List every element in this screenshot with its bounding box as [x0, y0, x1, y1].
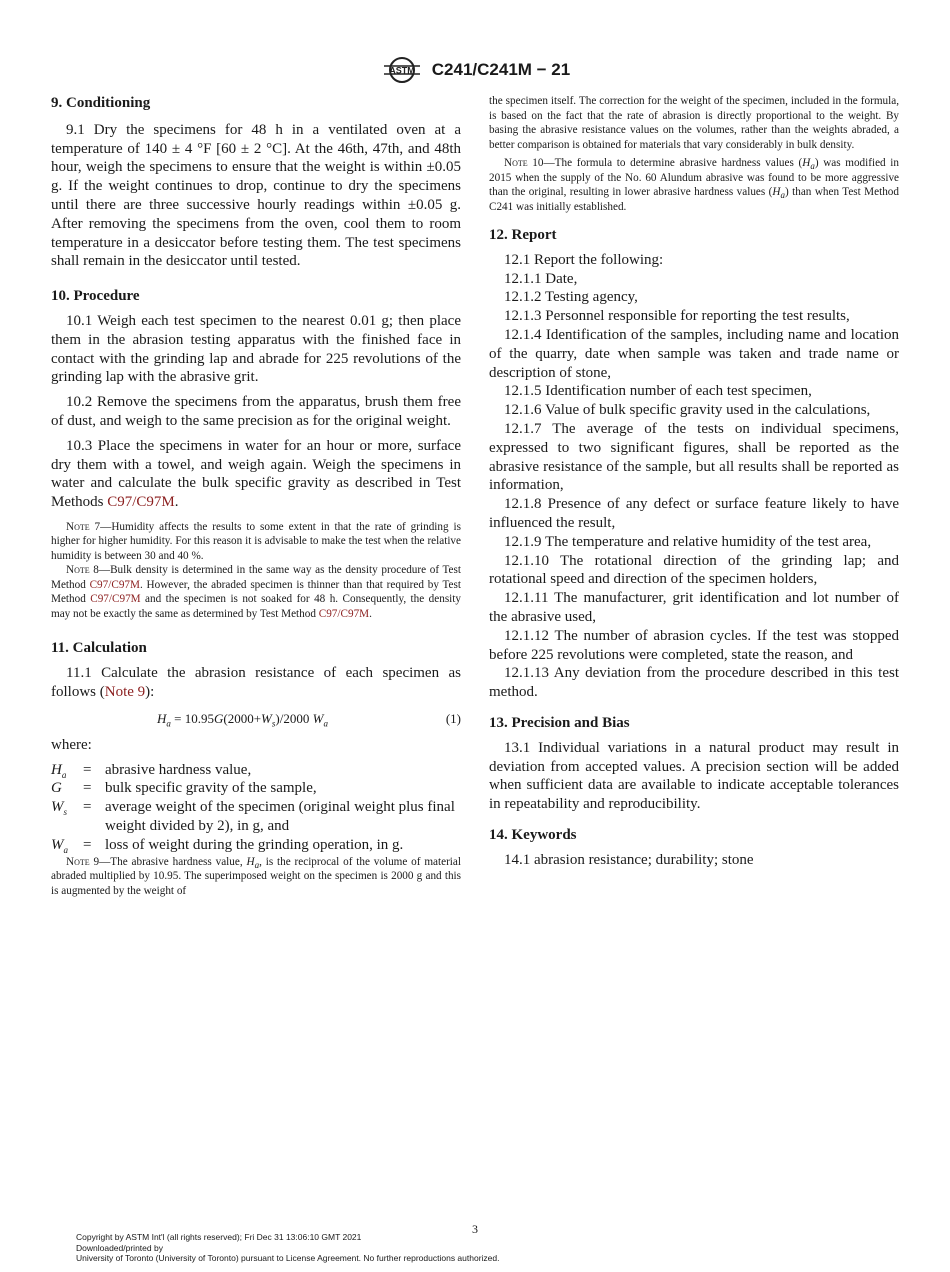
variable-item: $W_a$ = loss of weight during the grinding operation, in g.: [51, 836, 404, 855]
report-item: 12.1.1 Date,: [504, 270, 578, 287]
where-label: where:: [51, 736, 92, 753]
section-12-title: 12. Report: [489, 227, 557, 243]
equation-number: (1): [445, 710, 461, 726]
variable-item: $H_a$ = abrasive hardness value,: [51, 761, 252, 780]
c97-link[interactable]: C97/C97M: [318, 607, 370, 620]
note-9: Note 9—The abrasive hardness value, $H_a$, is the reciprocal of the volume of material abraded multiplied by 10.95. The superimposed weight on the specimen is 2000 g and this is augmented by the weight of: [51, 855, 461, 897]
variable-item: G = bulk specific gravity of the sample,: [51, 780, 317, 797]
note-10: Note 10—The formula to determine abrasive hardness values $(H_a)$ was modified in 2015 when the supply of the No. 60 Alundum abrasive was found to be more aggressive than the original, resulting in lower abrasive hardness values $(H_a)$ than when Test Method C241 was initially established.: [489, 157, 899, 213]
section-11-title: 11. Calculation: [51, 640, 147, 657]
report-item: 12.1.8 Presence of any defect or surface feature likely to have influenced the result,: [489, 496, 899, 531]
page-header: [0, 56, 950, 84]
report-item: 12.1.12 The number of abrasion cycles. If the test was stopped before 225 revolutions were completed, state the reason, and: [489, 627, 899, 663]
note-8: Note 8—Bulk density is determined in the same way as the density procedure of Test Method C97/C97M. However, the abraded specimen is thinner than that required by Test Method C97/C97M and the specimen is not soaked for 48 h. Consequently, the density may not be exactly the same as determined by Test Method C97/C97M.: [51, 564, 461, 620]
note-7: Note 7—Humidity affects the results to some extent in that the rate of grinding is higher for higher humidity. For this reason it is advisable to make the test when the relative humidity is between 30 and 40 %.: [51, 520, 461, 562]
section-10-title: 10. Procedure: [51, 288, 140, 305]
variable-list: [51, 761, 461, 855]
report-item: 12.1.4 Identification of the samples, including name and location of the quarry, date when sample was taken and trade name or description of stone,: [489, 326, 899, 381]
variable-item: $W_s$ = average weight of the specimen (original weight plus final weight divided by 2), in g, and: [51, 799, 455, 835]
section-9-title: 9. Conditioning: [51, 95, 151, 111]
report-item: 12.1.10 The rotational direction of the grinding lap; and rotational speed and direction of the specimen holders,: [489, 552, 899, 588]
report-item: 12.1.2 Testing agency,: [504, 289, 638, 306]
report-item: 12.1.3 Personnel responsible for reporting the test results,: [504, 308, 850, 325]
astm-logo-icon: [380, 56, 424, 84]
copyright-footer: [76, 1232, 500, 1264]
report-item: 12.1.6 Value of bulk specific gravity used in the calculations,: [504, 402, 871, 419]
report-list: [489, 251, 899, 702]
section-10-1: 10.1 Weigh each test specimen to the nearest 0.01 g; then place them in the abrasion testing apparatus with the finished face in contact with the grinding lap and abrade for 225 revolutions of the grinding lap with the abrasive grit.: [51, 312, 461, 386]
section-11-1: 11.1 Calculate the abrasion resistance of each specimen as follows (Note 9):: [51, 665, 461, 701]
note-9-link[interactable]: Note 9: [104, 684, 146, 701]
report-item: 12.1.9 The temperature and relative humidity of the test area,: [504, 533, 872, 550]
section-14-title: 14. Keywords: [489, 826, 577, 843]
report-item: 12.1 Report the following:: [504, 251, 664, 268]
section-10-3: 10.3 Place the specimens in water for an hour or more, surface dry them with a towel, and weigh again. Weigh the specimens in water and calculate the bulk specific gravity as described in Test Methods C97/C97M.: [51, 437, 461, 511]
report-item: 12.1.13 Any deviation from the procedure described in this test method.: [489, 665, 899, 701]
equation-1: $H_a = 10.95G(2000+W_s)/2000$ $W_a$ (1): [157, 710, 461, 729]
footer-line: University of Toronto (University of Toronto) pursuant to License Agreement. No further reproductions authorized.: [76, 1253, 500, 1264]
section-9-1: 9.1 Dry the specimens for 48 h in a ventilated oven at a temperature of 140 ± 4 °F [60 ± 2 °C]. At the 46th, 47th, and 48th hour, weigh the specimens to ensure that the weight is within ±0.05 g. If the weight continues to drop, continue to dry the specimens until there are three successive hourly readings within ±0.05 g. After removing the specimens from the oven, cool them to room temperature in a desiccator before testing them. The test specimens shall remain in the desiccator until tested.: [51, 121, 461, 270]
note-9-continued: the specimen itself. The correction for the weight of the specimen, included in the formula, is based on the fact that the rate of abrasion is directly proportional to the weight. By basing the abrasive resistance values on the volumes, rather than the weights abraded, a better comparison is obtained for materials that vary considerably in bulk density.: [489, 95, 899, 151]
left-column: [51, 94, 461, 898]
report-item: 12.1.7 The average of the tests on individual specimens, expressed to two significant figures, shall be reported as the abrasive resistance of the sample, but all results shall be reported as information,: [489, 420, 899, 494]
section-14-1: 14.1 abrasion resistance; durability; stone: [504, 851, 754, 868]
c97-link[interactable]: C97/C97M: [89, 578, 140, 591]
c97-link[interactable]: C97/C97M: [107, 494, 175, 511]
section-13-title: 13. Precision and Bias: [489, 714, 630, 731]
report-item: 12.1.5 Identification number of each test specimen,: [504, 383, 812, 400]
c97-link[interactable]: C97/C97M: [90, 593, 141, 606]
section-13-1: 13.1 Individual variations in a natural product may result in deviation from accepted values. A precision section will be added when sufficient data are available to indicate acceptable tolerances in repeatability and reproducibility.: [489, 739, 899, 813]
section-10-2: 10.2 Remove the specimens from the apparatus, brush them free of dust, and weigh to the same precision as for the original weight.: [51, 394, 461, 429]
document-designation: C241/C241M − 21: [431, 60, 571, 79]
report-item: 12.1.11 The manufacturer, grit identification and lot number of the abrasive used,: [489, 590, 899, 625]
footer-line: Downloaded/printed by: [76, 1242, 163, 1253]
page-number: 3: [472, 1222, 478, 1236]
right-column: [489, 94, 899, 870]
svg-text:ASTM: ASTM: [389, 65, 415, 76]
footer-line: Copyright by ASTM Int'l (all rights reserved); Fri Dec 31 13:06:10 GMT 2021: [76, 1232, 362, 1242]
